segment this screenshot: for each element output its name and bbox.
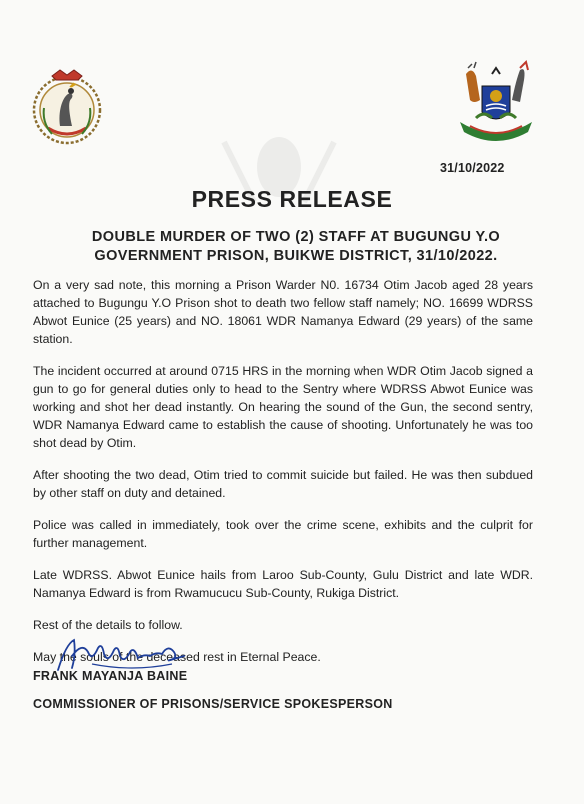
body-paragraph: Police was called in immediately, took over the crime scene, exhibits and the culprit for further management. [33,518,533,550]
body-paragraph: The incident occurred at around 0715 HRS in the morning when WDR Otim Jacob signed a gun to go for general duties only to head to the Sentry where WDRSS Abwot Eunice was working and shot her dead instantly. On hearing the sound of the Gun, the second sentry, WDR Namanya Edward came to establish the cause of shooting. Unfortunately he was too shot dead by Otim. [33,364,533,450]
body-paragraph: May the souls of the deceased rest in Eternal Peace. [33,650,321,664]
uganda-coat-of-arms [454,60,538,150]
release-date: 31/10/2022 [440,161,505,175]
handwritten-signature [52,634,202,674]
subtitle-line-2: GOVERNMENT PRISON, BUIKWE DISTRICT, 31/10/2022. [94,248,498,264]
body-paragraph: Rest of the details to follow. [33,618,183,632]
page-title: PRESS RELEASE [191,186,393,212]
body-paragraph: After shooting the two dead, Otim tried to commit suicide but failed. He was then subdued by other staff on duty and detained. [33,468,533,500]
signatory-name: FRANK MAYANJA BAINE [33,669,188,683]
prisons-crest-logo [30,68,104,150]
signatory-role: COMMISSIONER OF PRISONS/SERVICE SPOKESPERSON [33,697,393,711]
body-paragraph: Late WDRSS. Abwot Eunice hails from Laroo Sub-County, Gulu District and late WDR. Namanya Edward is from Rwamucucu Sub-County, Rukiga District. [33,568,533,600]
release-body [33,276,533,680]
body-paragraph: On a very sad note, this morning a Prison Warder N0. 16734 Otim Jacob aged 28 years attached to Bugungu Y.O Prison shot to death two fellow staff namely; NO. 16699 WDRSS Abwot Eunice (25 years) and NO. 18061 WDR Namanya Edward (29 years) of the same station. [33,278,533,346]
subtitle-line-1: DOUBLE MURDER OF TWO (2) STAFF AT BUGUNGU Y.O [91,229,501,245]
release-subtitle [36,228,556,266]
